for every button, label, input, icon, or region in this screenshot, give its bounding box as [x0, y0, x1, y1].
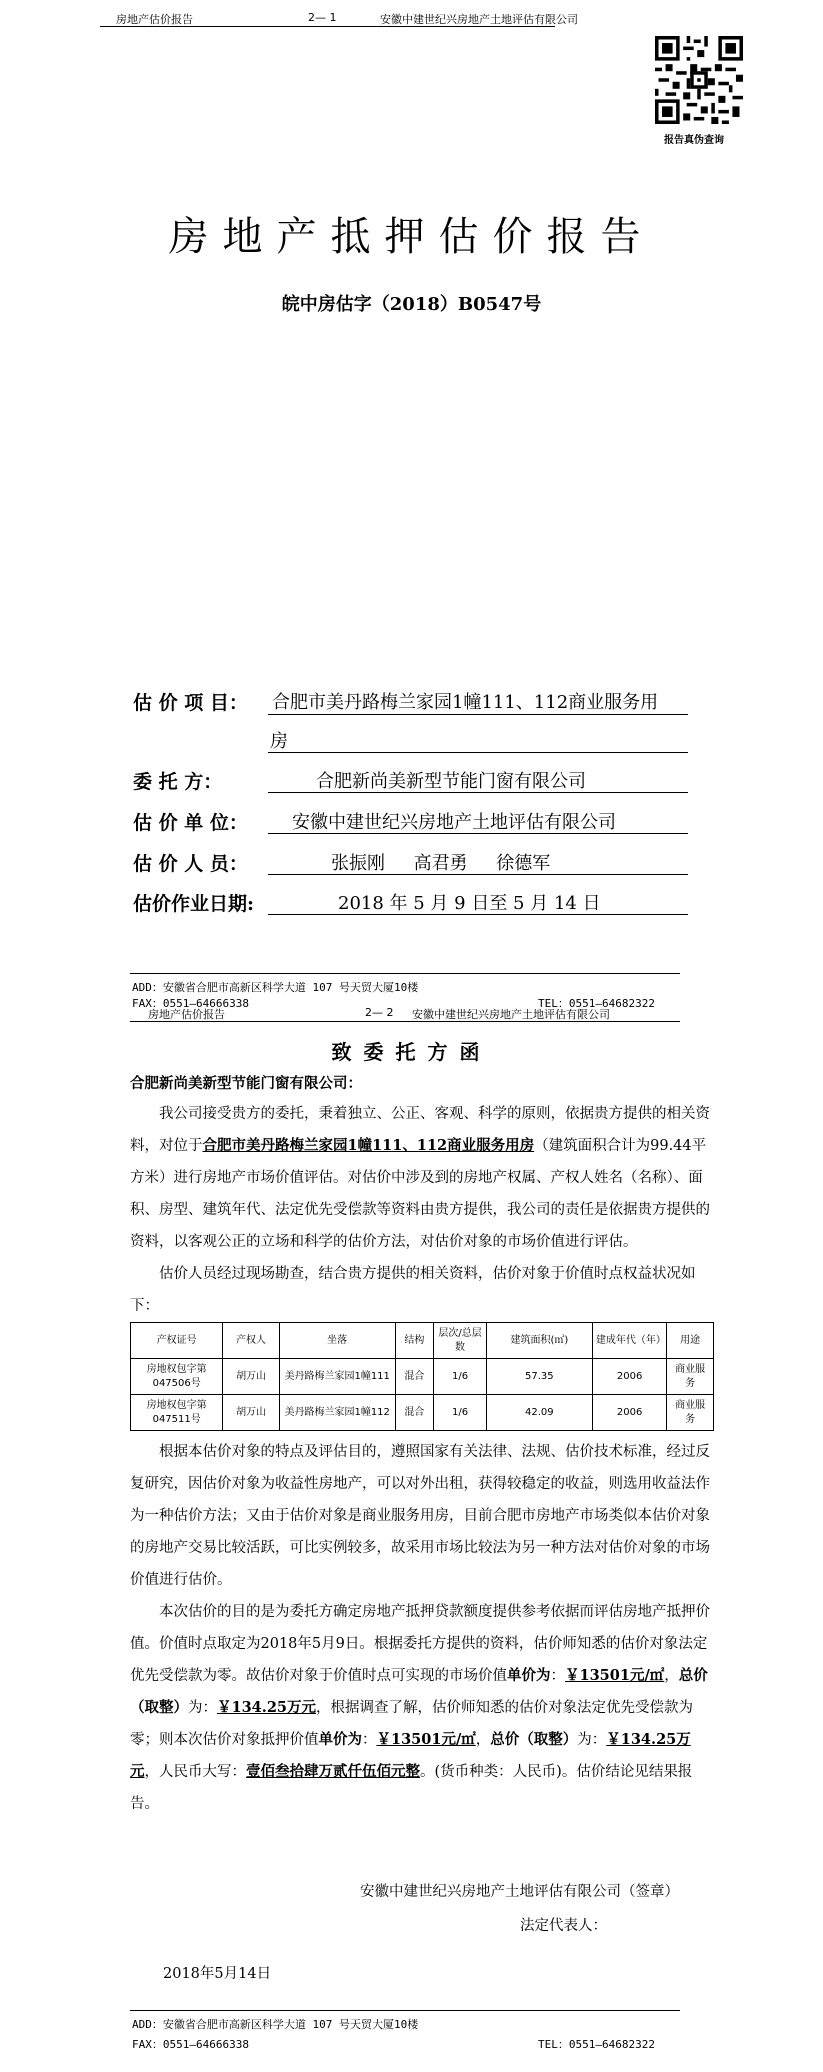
report-number: 皖中房估字（2018）B0547号	[281, 294, 542, 315]
para4-text: ，根据调查了解，估价师知悉的估价对象法定优先受偿款为零；则本次估价对象抵押价值	[130, 1700, 693, 1748]
page2-footer-fax: FAX：0551—64666338	[132, 2038, 249, 2051]
page2-header-right: 安徽中建世纪兴房地产土地评估有限公司	[412, 1008, 610, 1021]
letter-date: 2018年5月14日	[163, 1966, 272, 1982]
project-underline-2	[268, 752, 688, 753]
client-label: 委 托 方：	[133, 771, 223, 793]
project-value-line2: 房	[270, 731, 288, 752]
project-value-line1: 合肥市美丹路梅兰家园1幢111、112商业服务用	[272, 692, 659, 713]
page2-header-rule	[130, 1021, 680, 1022]
market-unit-price: ￥13501元/㎡	[565, 1667, 665, 1684]
signature-line: 安徽中建世纪兴房地产土地评估有限公司（签章）	[360, 1884, 679, 1900]
para4-unit-price-label: 单价为	[507, 1667, 551, 1684]
para4-unit-price-label: 单价为	[318, 1731, 362, 1748]
table-cell: 混合	[395, 1359, 434, 1395]
table-header-cell: 产权人	[223, 1323, 279, 1359]
mortgage-total-price: ￥134.25万元	[130, 1731, 691, 1780]
para1-text-c: （建筑面积合计为99.44平方米）进行房地产市场价值评估。对估价中涉及到的房地产权属、产权人姓名（名称）、面积、房型、建筑年代、法定优先受偿款等资料由贵方提供，我公司的责任是依据贵方提供的资料，以客观公正的立场和科学的估价方法，对估价对象的市场价值进行评估。	[130, 1138, 710, 1250]
page1-header-left: 房地产估价报告	[116, 13, 193, 26]
table-header-cell: 结构	[395, 1323, 434, 1359]
table-cell: 1/6	[434, 1359, 487, 1395]
letter-addressee: 合肥新尚美新型节能门窗有限公司：	[130, 1075, 362, 1092]
para4-text: ，	[664, 1668, 679, 1684]
staff-value: 张振刚 高君勇 徐德军	[331, 853, 551, 874]
market-total-price: ￥134.25万元	[217, 1699, 316, 1716]
staff-underline	[268, 874, 688, 875]
para1-text-a: 我公司接受贵方的委托，秉着独立、公正、客观、科学的原则，依据贵方提供的相关资料，对位于	[130, 1106, 710, 1154]
property-rights-table	[130, 1322, 714, 1431]
page1-header-right: 安徽中建世纪兴房地产土地评估有限公司	[380, 13, 578, 26]
para4-text: ：	[362, 1732, 377, 1748]
para4-text: 本次估价的目的是为委托方确定房地产抵押贷款额度提供参考依据而评估房地产抵押价值。价值时点取定为2018年5月9日。根据委托方提供的资料，估价师知悉的估价对象法定优先受偿款为零。故估价对象于价值时点可实现的市场价值	[130, 1604, 710, 1684]
page1-header-rule	[100, 26, 555, 27]
para4-text: 为：	[188, 1700, 217, 1716]
table-cell: 2006	[592, 1395, 666, 1431]
table-cell: 胡万山	[223, 1359, 279, 1395]
table-cell: 美丹路梅兰家园1幢111	[279, 1359, 395, 1395]
letter-paragraph-1	[130, 1098, 718, 1258]
para4-text: ：	[550, 1668, 565, 1684]
table-cell: 胡万山	[223, 1395, 279, 1431]
project-underline-1	[268, 714, 688, 715]
page1-header-page-number: 2— 1	[308, 11, 337, 24]
table-cell: 1/6	[434, 1395, 487, 1431]
page1-footer-tel: TEL：0551—64682322	[538, 997, 655, 1010]
table-cell: 房地权包字第047511号	[131, 1395, 223, 1431]
table-header-cell: 建成年代（年）	[592, 1323, 666, 1359]
page2-header-left: 房地产估价报告	[148, 1008, 225, 1021]
unit-underline	[268, 833, 688, 834]
table-header-cell: 坐落	[279, 1323, 395, 1359]
letter-paragraph-3: 根据本估价对象的特点及评估目的，遵照国家有关法律、法规、估价技术标准，经过反复研究，因估价对象为收益性房地产，可以对外出租，获得较稳定的收益，则选用收益法作为一种估价方法；又由于估价对象是商业服务用房，目前合肥市房地产市场类似本估价对象的房地产交易比较活跃，可比实例较多，故采用市场比较法为另一种方法对估价对象的市场价值进行估价。	[130, 1444, 710, 1588]
report-title: 房地产抵押估价报告	[168, 214, 655, 260]
para4-text: 为：	[577, 1732, 607, 1748]
page2-footer-rule	[130, 2010, 680, 2011]
legal-representative: 法定代表人：	[520, 1918, 607, 1934]
para4-text: ，人民币大写：	[144, 1764, 246, 1780]
letter-paragraph-2: 估价人员经过现场勘查，结合贵方提供的相关资料，估价对象于价值时点权益状况如下：	[130, 1266, 696, 1314]
para4-total-label: 总价（取整）	[490, 1731, 578, 1748]
table-cell: 美丹路梅兰家园1幢112	[279, 1395, 395, 1431]
date-label: 估价作业日期:	[133, 893, 255, 915]
para1-property-address: 合肥市美丹路梅兰家园1幢111、112商业服务用房	[202, 1137, 535, 1154]
qr-code-icon	[655, 36, 743, 124]
mortgage-unit-price: ￥13501元/㎡	[376, 1731, 476, 1748]
unit-label: 估 价 单 位：	[133, 812, 248, 834]
page1-footer-rule	[130, 973, 680, 974]
page2-header-page-number: 2— 2	[365, 1006, 394, 1019]
table-header-cell: 建筑面积(㎡)	[486, 1323, 592, 1359]
client-underline	[268, 792, 688, 793]
table-row	[131, 1359, 714, 1395]
mortgage-total-in-words: 壹佰叁拾肆万贰仟伍佰元整	[246, 1763, 420, 1780]
table-cell: 商业服务	[667, 1359, 714, 1395]
table-cell: 房地权包字第047506号	[131, 1359, 223, 1395]
table-header-cell: 产权证号	[131, 1323, 223, 1359]
qr-caption: 报告真伪查询	[664, 135, 724, 146]
letter-paragraph-4	[130, 1596, 718, 1820]
para4-total-label: 总价（取整）	[130, 1667, 708, 1716]
table-cell: 57.35	[486, 1359, 592, 1395]
table-cell: 商业服务	[667, 1395, 714, 1431]
table-row	[131, 1395, 714, 1431]
table-header-cell: 层次/总层数	[434, 1323, 487, 1359]
page2-footer-address: ADD：安徽省合肥市高新区科学大道 107 号天贸大厦10楼	[132, 2018, 419, 2031]
table-header-row	[131, 1323, 714, 1359]
page1-footer-fax: FAX：0551—64666338	[132, 997, 249, 1010]
project-label: 估 价 项 目：	[133, 692, 248, 714]
para4-text: 。(货币种类：人民币)。估价结论见结果报告。	[130, 1764, 693, 1812]
table-cell: 2006	[592, 1359, 666, 1395]
unit-value: 安徽中建世纪兴房地产土地评估有限公司	[292, 812, 616, 833]
date-underline	[268, 914, 688, 915]
table-cell: 混合	[395, 1395, 434, 1431]
page1-footer-address: ADD：安徽省合肥市高新区科学大道 107 号天贸大厦10楼	[132, 981, 419, 994]
client-value: 合肥新尚美新型节能门窗有限公司	[316, 771, 586, 792]
letter-title: 致委托方函	[331, 1040, 492, 1064]
date-value: 2018 年 5 月 9 日至 5 月 14 日	[338, 893, 601, 914]
page2-footer-tel: TEL：0551—64682322	[538, 2038, 655, 2051]
table-header-cell: 用途	[667, 1323, 714, 1359]
para4-text: ，	[475, 1732, 491, 1748]
table-cell: 42.09	[486, 1395, 592, 1431]
staff-label: 估 价 人 员：	[133, 853, 248, 875]
